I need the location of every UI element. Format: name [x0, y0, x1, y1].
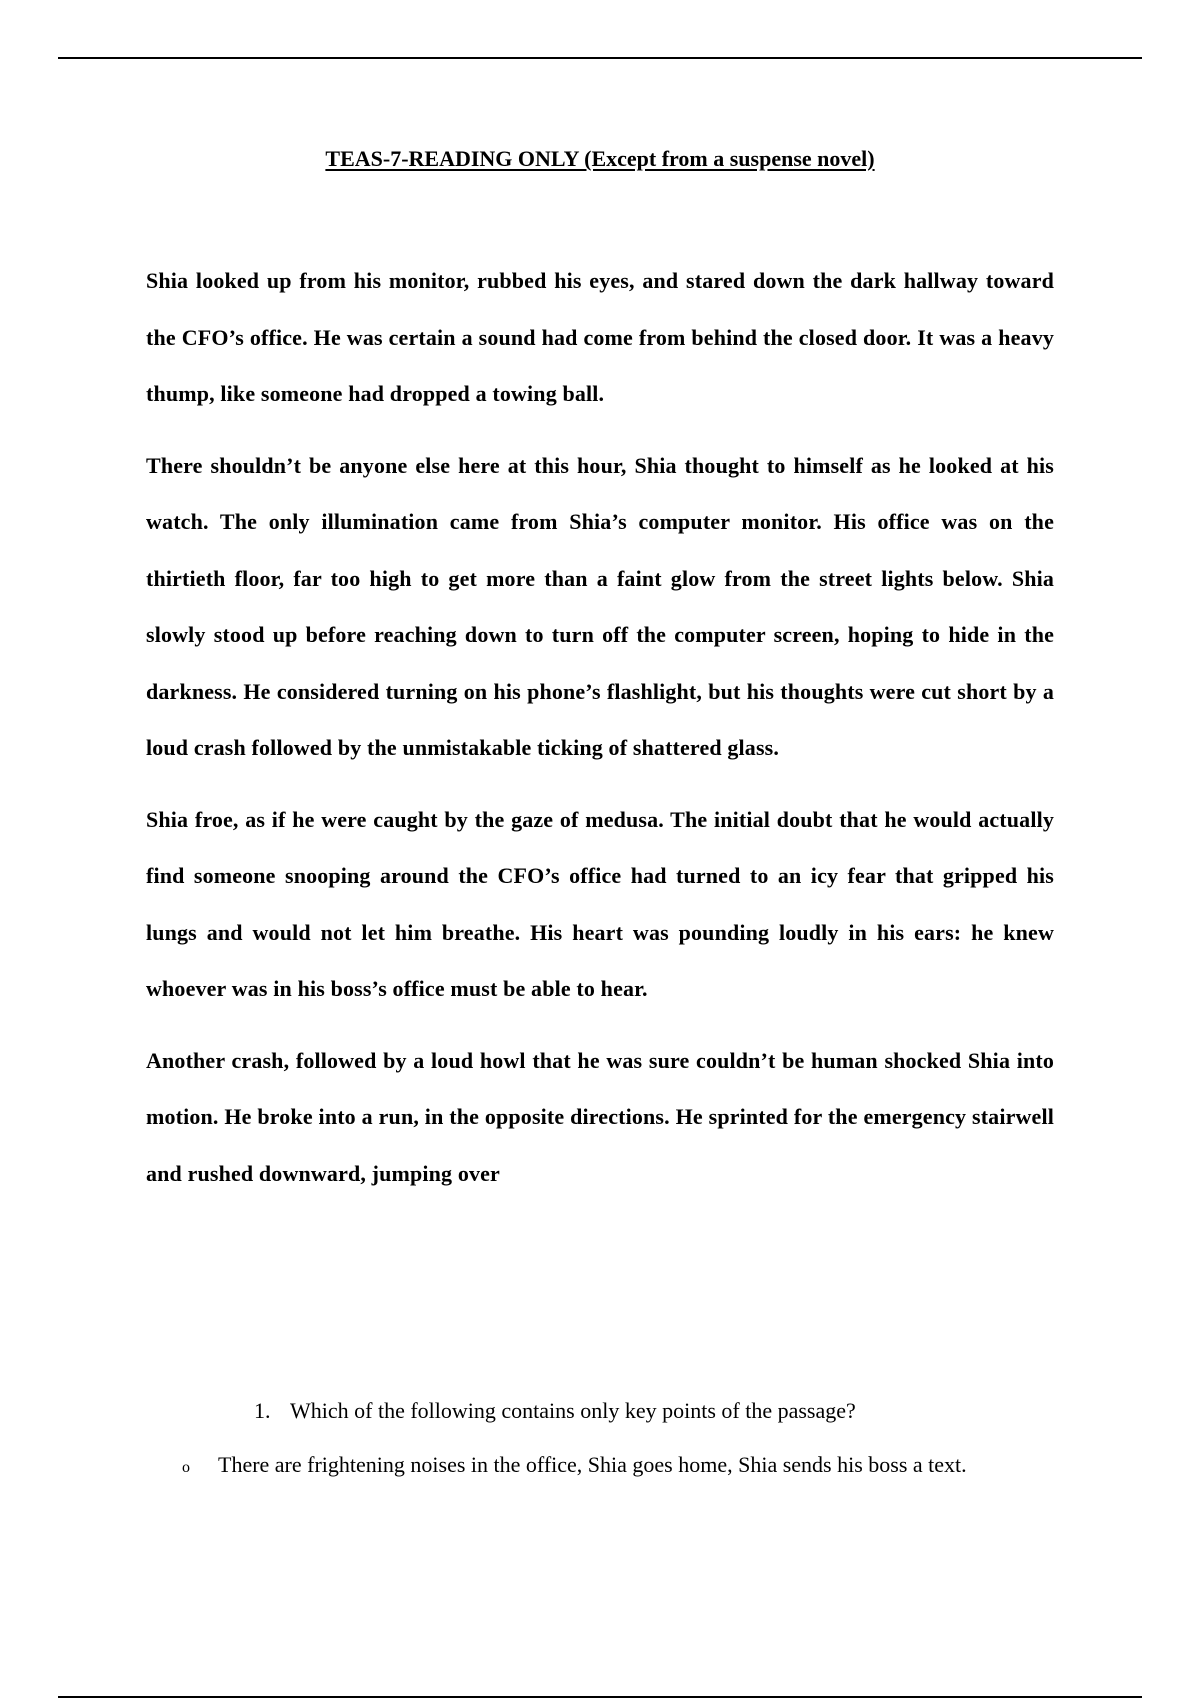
reading-passage: [146, 253, 1054, 1217]
passage-paragraph: Shia looked up from his monitor, rubbed his eyes, and stared down the dark hallway toward the CFO’s office. He was certain a sound had come from behind the closed door. It was a heavy thump, like someone had dropped a towing ball.: [146, 268, 1054, 406]
passage-paragraph: There shouldn’t be anyone else here at this hour, Shia thought to himself as he looked at his watch. The only illumination came from Shia’s computer monitor. His office was on the thirtieth floor, far too high to get more than a faint glow from the street lights below. Shia slowly stood up before reaching down to turn off the computer screen, hoping to hide in the darkness. He considered turning on his phone’s flashlight, but his thoughts were cut short by a loud crash followed by the unmistakable ticking of shattered glass.: [146, 452, 1054, 760]
answer-option-text: There are frightening noises in the office, Shia goes home, Shia sends his boss a text.: [218, 1452, 967, 1477]
page-title: TEAS-7-READING ONLY (Except from a suspense novel): [325, 146, 875, 171]
answer-option[interactable]: [182, 1452, 967, 1478]
top-rule: [58, 57, 1142, 59]
bottom-rule: [58, 1696, 1142, 1698]
question-1: [254, 1398, 856, 1424]
circle-bullet-icon: o: [182, 1459, 190, 1476]
passage-paragraph: Another crash, followed by a loud howl that he was sure couldn’t be human shocked Shia into motion. He broke into a run, in the opposite directions. He sprinted for the emergency stairwell and rushed downward, jumping over: [146, 1047, 1054, 1186]
question-number: 1.: [254, 1398, 271, 1423]
passage-paragraph: Shia froe, as if he were caught by the gaze of medusa. The initial doubt that he would actually find someone snooping around the CFO’s office had turned to an icy fear that gripped his lungs and would not let him breathe. His heart was pounding loudly in his ears: he knew whoever was in his boss’s office must be able to hear.: [146, 806, 1054, 1001]
question-text: Which of the following contains only key points of the passage?: [290, 1398, 856, 1423]
